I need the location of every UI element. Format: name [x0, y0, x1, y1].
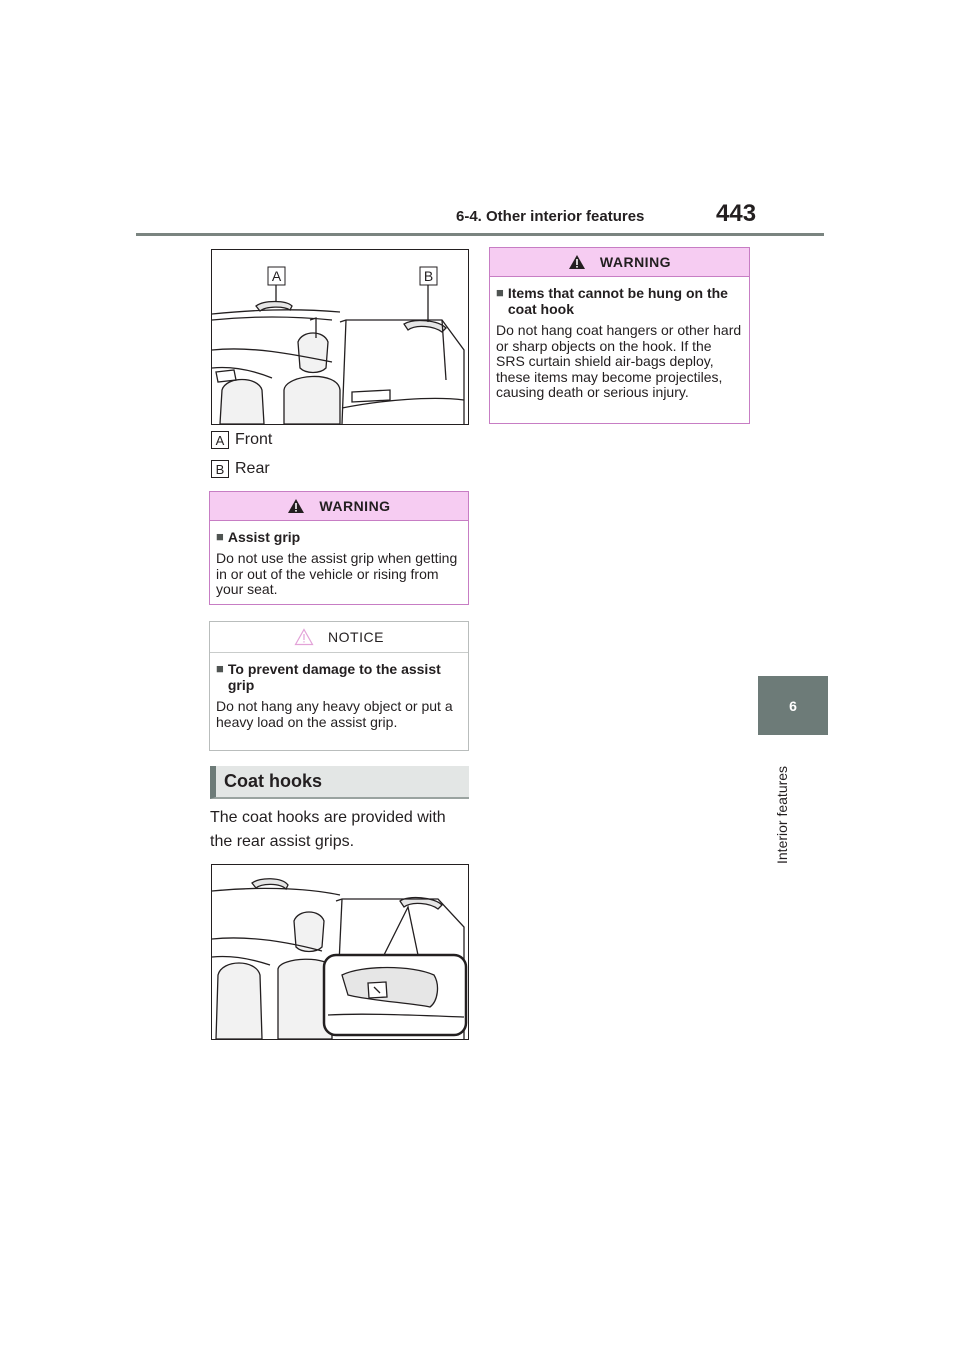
- section-title: 6-4. Other interior features: [456, 208, 645, 225]
- warning-subheading: ■ Assist grip: [216, 529, 301, 545]
- legend-label: Front: [235, 431, 273, 448]
- coat-hooks-heading: Coat hooks: [210, 766, 469, 799]
- warning-box-assist-grip: [209, 491, 469, 605]
- legend-item-front: [211, 431, 272, 449]
- coat-hook-figure: [211, 864, 469, 1040]
- coat-hooks-body: The coat hooks are provided with the rear assist grips.: [210, 809, 446, 850]
- chapter-tab[interactable]: [758, 676, 828, 735]
- notice-header: [210, 622, 468, 653]
- page-number: 443: [716, 200, 757, 227]
- caution-triangle-icon: [294, 628, 314, 646]
- warning-triangle-icon: [568, 254, 586, 270]
- square-bullet-icon: ■: [216, 661, 224, 676]
- chapter-title: Interior features: [774, 765, 790, 864]
- notice-text: Do not hang any heavy object or put a heavy load on the assist grip.: [216, 698, 453, 730]
- assist-grip-illustration: [212, 250, 468, 424]
- warning-box-coat-hook: [489, 247, 750, 424]
- callout-a: A: [271, 268, 282, 284]
- notice-title: NOTICE: [328, 629, 384, 645]
- square-bullet-icon: ■: [216, 529, 224, 544]
- warning-header: [490, 248, 749, 277]
- warning-header: [210, 492, 468, 521]
- warning-subheading: ■ Items that cannot be hung on the coat hook: [496, 285, 728, 317]
- warning-text: Do not hang coat hangers or other hard or sharp objects on the hook. If the SRS curtain shield air-bags deploy, these items may become projectiles, causing death or serious injury.: [496, 322, 742, 400]
- legend-item-rear: [211, 460, 270, 478]
- legend-key: A: [211, 431, 229, 449]
- legend-key: B: [211, 460, 229, 478]
- notice-box-assist-grip: [209, 621, 469, 751]
- chapter-label: [772, 744, 794, 864]
- assist-grip-figure: [211, 249, 469, 425]
- notice-subheading: ■ To prevent damage to the assist grip: [216, 661, 441, 693]
- coat-hook-illustration: [212, 865, 468, 1039]
- warning-title: WARNING: [599, 254, 672, 270]
- header-rule: [136, 233, 824, 236]
- chapter-number: 6: [789, 697, 797, 714]
- callout-b: B: [423, 268, 434, 284]
- warning-title: WARNING: [319, 498, 391, 514]
- square-bullet-icon: ■: [496, 285, 504, 300]
- warning-triangle-icon: [287, 498, 305, 514]
- legend-label: Rear: [235, 460, 270, 477]
- warning-text: Do not use the assist grip when getting in or out of the vehicle or rising from your seat.: [216, 550, 458, 597]
